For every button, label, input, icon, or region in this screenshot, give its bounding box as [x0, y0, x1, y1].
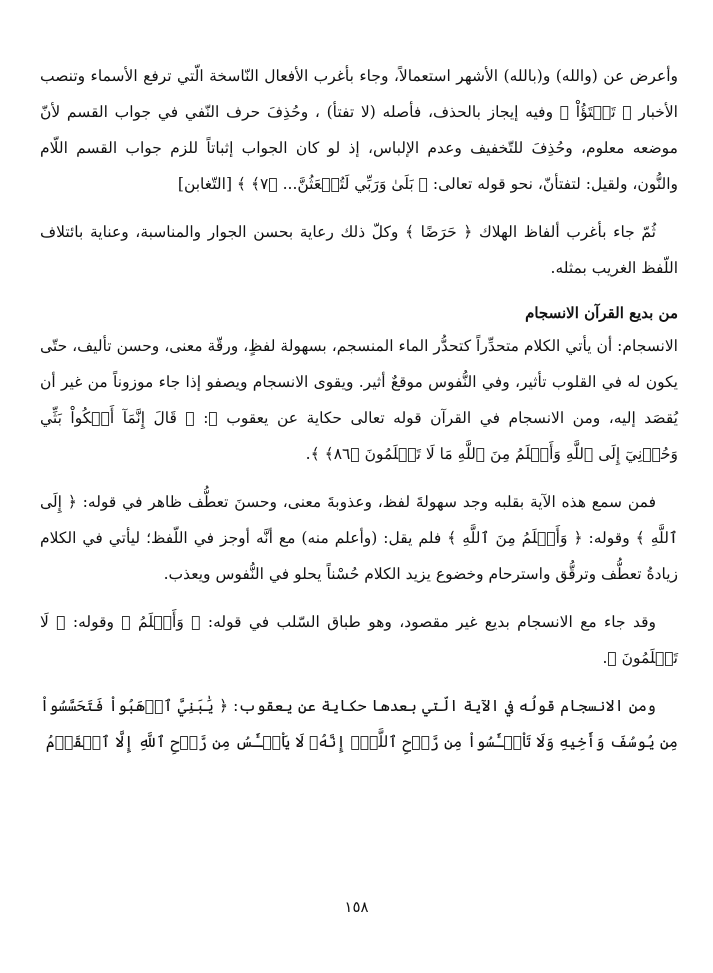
- section-heading: من بديع القرآن الانسجام: [525, 304, 678, 322]
- paragraph-6: ومن الانسجام قولُه في الآية الّتي بعدها حكاية عن يعقوب: ﴿ يَٰبَنِيَّ ٱذۡهَبُواْ فَتَحَسَّسُواْ مِن يُوسُفَ وَأَخِيهِ وَلَا تَاْيۡـَٔسُواْ مِن رَّوۡحِ ٱللَّهِۖ إِنَّهُۥ لَا يَاْيۡـَٔسُ مِن رَّوۡحِ ٱللَّهِ إِلَّا ٱلۡقَوۡمُ: [40, 697, 678, 751]
- paragraph-5: وقد جاء مع الانسجام بديع غير مقصود، وهو طباق السّلب في قوله: ﴿ وَأَعۡلَمُ ﴾ وقوله: ﴿ لَا تَعۡلَمُونَ ﴾.: [40, 613, 678, 667]
- paragraph-2: ثُمّ جاء بأغرب ألفاظ الهلاك ﴿ حَرَضًا ﴾ وكلّ ذلك رعاية بحسن الجوار والمناسبة، وعناية بائتلاف اللّفظ الغريب بمثله.: [40, 223, 678, 277]
- paragraph-1: وأعرض عن (والله) و(بالله) الأشهر استعمالاً، وجاء بأغرب الأفعال النّاسخة الّتي ترفع الأسماء وتنصب الأخبار ﴿ تَفۡتَؤُاْ ﴾ وفيه إيجاز بالحذف، فأصله (لا تفتأ) ، وحُذِفَ حرف النّفي في جواب القسم لأنّ موضعه معلوم، وحُذِفَ للتّخفيف وعدم الإلباس، إذ لو كان الجواب إثباتاً للزم جواب القسم اللّام والنُّون، ولقيل: لتفتأنّ، نحو قوله تعالى: ﴿ بَلَىٰ وَرَبِّي لَتُبۡعَثُنَّ... ﴿٧﴾ ﴾ [التّغابن]: [40, 67, 678, 193]
- paragraph-3: الانسجام: أن يأتي الكلام متحدِّراً كتحدُّر الماء المنسجم، بسهولة لفظٍ، ورقّة معنى، وحسن تأليف، حتّى يكون له في القلوب تأثير، وفي النُّفوس موقعٌ أثير. ويقوى الانسجام ويصفو إذا جاء موزوناً من غير أن يُقصَد إليه، ومن الانسجام في القرآن قوله تعالى حكاية عن يعقوب ﷺ: ﴿ قَالَ إِنَّمَآ أَشۡكُواْ بَثِّي وَحُزۡنِيٓ إِلَى ٱللَّهِ وَأَعۡلَمُ مِنَ ٱللَّهِ مَا لَا تَعۡلَمُونَ ﴿٨٦﴾ ﴾.: [40, 337, 678, 463]
- page-number: ١٥٨: [344, 898, 369, 916]
- paragraph-4: فمن سمع هذه الآية بقلبه وجد سهولةَ لفظ، وعذوبةَ معنى، وحسنَ تعطُّف ظاهر في قوله: ﴿ إِلَى ٱللَّهِ ﴾ وقوله: ﴿ وَأَعۡلَمُ مِنَ ٱللَّهِ ﴾ فلم يقل: (وأعلم منه) مع أنَّه أوجز في اللّفظ؛ ليأتي في الكلام زيادةُ تعطُّف وترقُّق واسترحام وخضوع يزيد الكلام حُسْناً يحلو في النُّفوس ويعذب.: [40, 493, 678, 583]
- page-body: [40, 58, 678, 772]
